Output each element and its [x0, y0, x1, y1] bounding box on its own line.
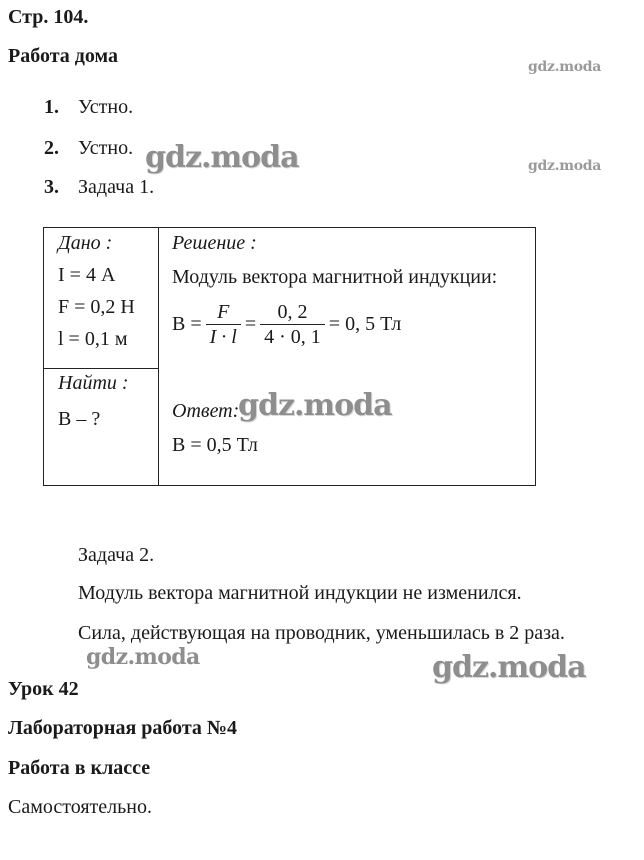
fraction	[206, 300, 241, 349]
formula-result: = 0, 5 Тл	[328, 313, 402, 335]
table-divider	[158, 228, 159, 485]
given-value: I = 4 А	[58, 264, 116, 286]
list-item-number: 3.	[44, 176, 59, 198]
table-divider	[44, 368, 158, 369]
watermark: gdz.moda	[432, 650, 586, 685]
list-item-number: 2.	[44, 137, 59, 159]
classwork-note: Самостоятельно.	[8, 796, 152, 818]
watermark: gdz.moda	[238, 388, 392, 423]
list-item: Устно.	[78, 137, 134, 159]
section-title: Работа дома	[8, 45, 118, 67]
formula-equals: =	[244, 313, 257, 335]
given-title: Дано :	[58, 232, 113, 254]
solution-title: Решение :	[172, 232, 257, 254]
fraction-denominator: 4 · 0, 1	[264, 326, 321, 348]
answer-title: Ответ:	[172, 400, 240, 422]
task-table	[43, 227, 536, 486]
formula-lhs: B =	[172, 313, 202, 335]
watermark: gdz.moda	[145, 140, 299, 175]
task2-title: Задача 2.	[78, 544, 155, 566]
given-value: F = 0,2 Н	[58, 296, 135, 318]
solution-text: Модуль вектора магнитной индукции:	[172, 266, 498, 288]
watermark: gdz.moda	[86, 644, 200, 670]
given-value: l = 0,1 м	[58, 328, 128, 350]
find-title: Найти :	[58, 372, 129, 394]
fraction-denominator: I · l	[209, 326, 237, 348]
formula	[172, 300, 401, 349]
list-item: Устно.	[78, 96, 134, 118]
page-number: Стр. 104.	[8, 6, 89, 28]
lesson-title: Урок 42	[8, 678, 79, 700]
list-item: Задача 1.	[78, 176, 155, 198]
watermark: gdz.moda	[528, 59, 602, 75]
lab-title: Лабораторная работа №4	[8, 717, 238, 739]
fraction	[260, 300, 325, 349]
classwork-title: Работа в классе	[8, 757, 151, 779]
fraction-numerator: F	[206, 300, 241, 325]
find-value: B – ?	[58, 408, 101, 430]
task2-line: Модуль вектора магнитной индукции не изменился.	[78, 582, 522, 604]
answer-value: B = 0,5 Тл	[172, 434, 258, 456]
task2-line: Сила, действующая на проводник, уменьшилась в 2 раза.	[78, 622, 565, 644]
fraction-numerator: 0, 2	[260, 300, 325, 325]
list-item-number: 1.	[44, 96, 59, 118]
watermark: gdz.moda	[528, 158, 602, 174]
